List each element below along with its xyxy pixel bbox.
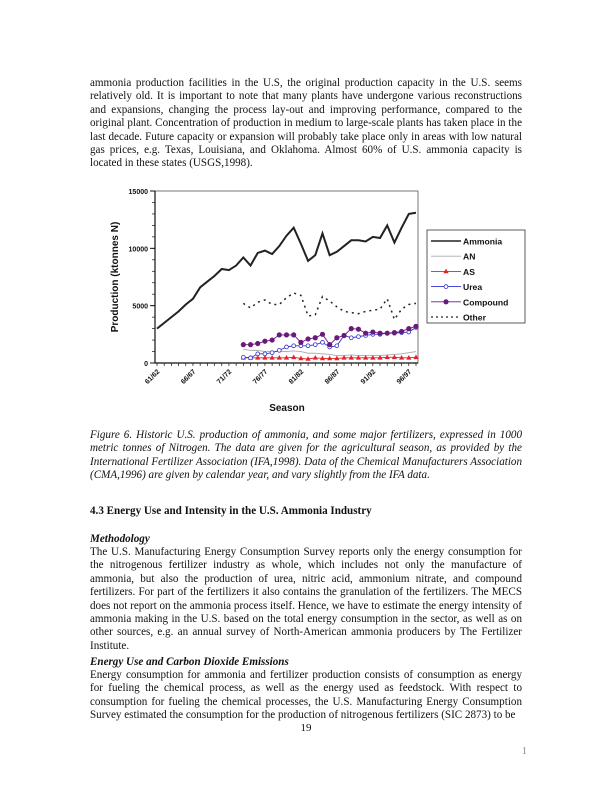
methodology-paragraph: The U.S. Manufacturing Energy Consumption Survey reports only the energy consumption for the nitrogenous fertilizer industry as whole, which includes not only the manufacture of ammonia, but also the production of urea, nitric acid, ammonium nitrate, and compound fertilizers. For part of the fertilizers it also contains the granulation of the fertilizers. The MECS does not report on the ammonia process itself. Hence, we have to estimate the energy intensity of ammonia making in the U.S. based on the total energy consumption in the sector, as well as on other sources, e.g. an annual survey of North-American ammonia producers by The Fertilizer Institute. xyxy=(90,546,522,652)
series-compound xyxy=(241,324,419,348)
x-tick-label: 61/62 xyxy=(144,368,162,386)
y-axis xyxy=(129,189,155,368)
section-heading: 4.3 Energy Use and Intensity in the U.S. Ammonia Industry xyxy=(90,505,372,517)
svg-text:Urea: Urea xyxy=(463,282,483,293)
y-axis-label: Production (ktonnes N) xyxy=(110,221,121,333)
production-line-chart xyxy=(100,180,540,420)
svg-text:AS: AS xyxy=(463,266,475,277)
series-other xyxy=(243,293,416,319)
svg-text:Compound: Compound xyxy=(463,297,509,308)
series-ammonia xyxy=(157,213,416,329)
x-tick-label: 76/77 xyxy=(251,368,270,386)
page-number: 19 xyxy=(300,722,312,734)
series-layer xyxy=(157,213,419,361)
methodology-heading: Methodology xyxy=(90,533,150,545)
x-tick-label: 91/92 xyxy=(359,368,378,386)
x-tick-label: 66/67 xyxy=(180,368,198,386)
corner-page-marker: 1 xyxy=(522,746,527,757)
x-tick-label: 71/72 xyxy=(216,368,234,386)
y-tick-label: 15000 xyxy=(128,189,148,196)
series-an xyxy=(243,349,416,355)
x-axis-label: Season xyxy=(269,403,305,414)
svg-text:AN: AN xyxy=(463,251,476,262)
x-axis xyxy=(144,363,416,386)
x-tick-label: 86/87 xyxy=(323,368,342,386)
chart-legend xyxy=(427,230,525,323)
energy-paragraph: Energy consumption for ammonia and fertilizer production consists of consumption as energy for fueling the chemical process, as well as the energy used as feedstock. With respect to consumption for fueling the chemical processes, the U.S. Manufacturing Energy Consumption Survey estimated the consumption for the production of nitrogenous fertilizers (SIC 2873) to be xyxy=(90,669,522,722)
svg-text:Ammonia: Ammonia xyxy=(463,236,503,247)
y-tick-label: 10000 xyxy=(128,246,148,254)
series-as xyxy=(241,354,419,360)
y-tick-label: 0 xyxy=(144,361,148,368)
energy-heading: Energy Use and Carbon Dioxide Emissions xyxy=(90,656,289,668)
y-tick-label: 5000 xyxy=(132,303,148,311)
x-tick-label: 81/82 xyxy=(287,368,306,386)
x-tick-label: 96/97 xyxy=(395,368,414,386)
figure-caption: Figure 6. Historic U.S. production of ammonia, and some major fertilizers, expressed in 1000 metric tonnes of Nitrogen. The data are given for the agricultural season, as provided by the International Fertilizer Association (IFA,1998). Data of the Chemical Manufacturers Association (CMA,1996) are given by calendar year, and vary slightly from the IFA data. xyxy=(90,429,522,482)
svg-text:Other: Other xyxy=(463,312,486,323)
intro-paragraph: ammonia production facilities in the U.S, the original production capacity in the U.S. seems relatively old. It is important to note that many plants have undergone various reconstructions and expansions, changing the process lay-out and improving performance, compared to the original plant. Concentration of production in medium to large-scale plants has taken place in the last decade. Future capacity or expansion will probably take place only in areas with low natural gas prices, e.g. Texas, Louisiana, and Oklahoma. Almost 60% of U.S. ammonia capacity is located in these states (USGS,1998). xyxy=(90,77,522,170)
